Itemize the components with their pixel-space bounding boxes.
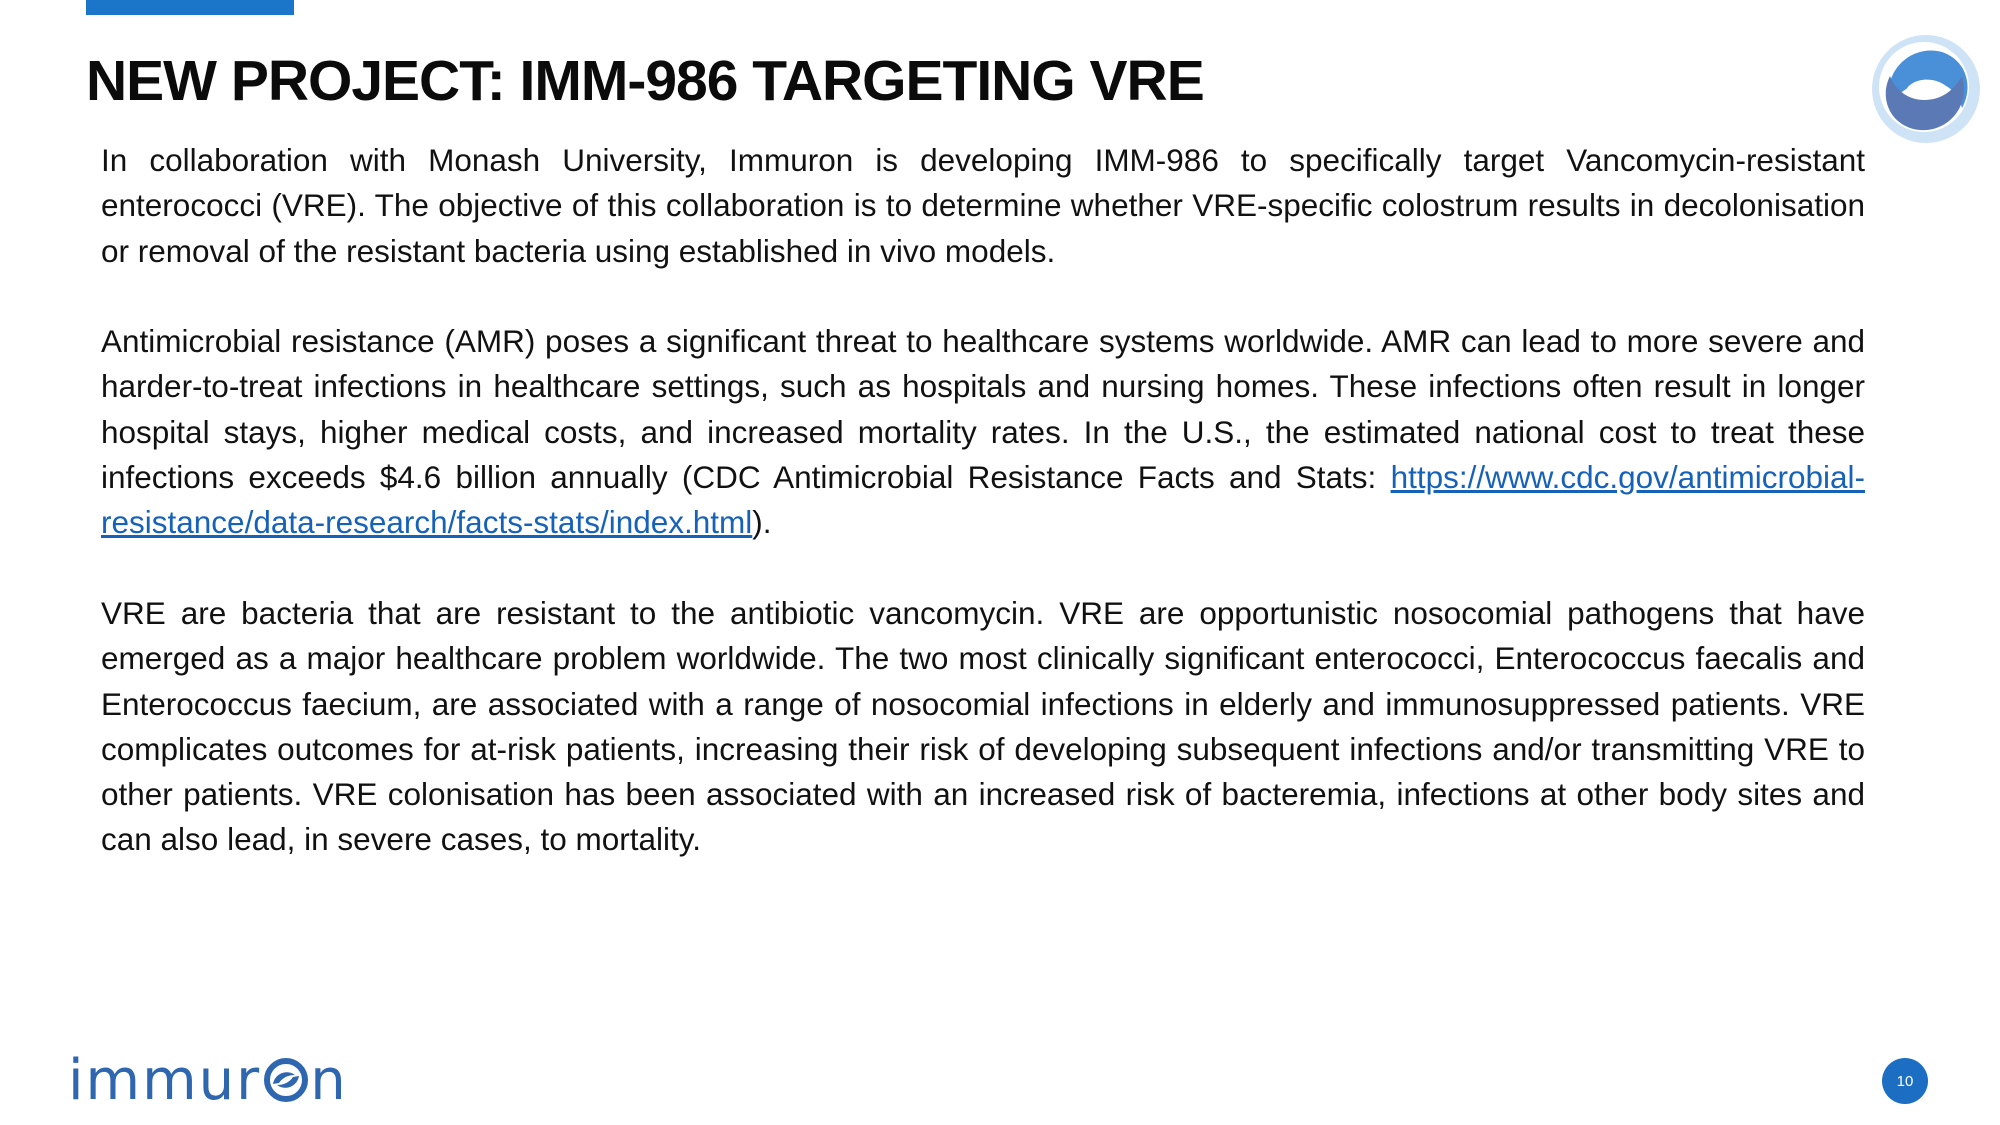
page-number-badge: 10 [1882, 1058, 1928, 1104]
cdc-facts-link[interactable]: https://www.cdc.gov/antimicrobial-resistance/data-research/facts-stats/index.html [101, 459, 1865, 541]
brand-o-swirl-icon [263, 1057, 309, 1103]
paragraph-amr-text: Antimicrobial resistance (AMR) poses a significant threat to healthcare systems worldwide. AMR can lead to more severe and harder-to-treat infections in healthcare settings, such as hospitals and nursing homes. These infections often result in longer hospital stays, higher medical costs, and increased mortality rates. In the U.S., the estimated national cost to treat these infections exceeds $4.6 billion annually (CDC Antimicrobial Resistance Facts and Stats: [101, 323, 1865, 496]
slide-title: NEW PROJECT: IMM-986 TARGETING VRE [86, 49, 1204, 113]
paragraph-amr-suffix: ). [752, 504, 772, 541]
immuron-logo [68, 1047, 348, 1113]
brand-text-before: immur [68, 1047, 262, 1113]
paragraph-amr [101, 319, 1865, 545]
paragraph-collaboration: In collaboration with Monash University, Immuron is developing IMM-986 to specifically target Vancomycin-resistant enterococci (VRE). The objective of this collaboration is to determine whether VRE-specific colostrum results in decolonisation or removal of the resistant bacteria using established in vivo models. [101, 142, 1865, 269]
title-accent-bar [86, 0, 294, 15]
paragraph-vre: VRE are bacteria that are resistant to the antibiotic vancomycin. VRE are opportunistic nosocomial pathogens that have emerged as a major healthcare problem worldwide. The two most clinically significant enterococci, Enterococcus faecalis and Enterococcus faecium, are associated with a range of nosocomial infections in elderly and immunosuppressed patients. VRE complicates outcomes for at-risk patients, increasing their risk of developing subsequent infections and/or transmitting VRE to other patients. VRE colonisation has been associated with an increased risk of bacteremia, infections at other body sites and can also lead, in severe cases, to mortality. [101, 594, 1865, 858]
immuron-swirl-icon [1862, 30, 1990, 148]
slide-body [101, 138, 1865, 908]
brand-text-after: n [310, 1047, 348, 1113]
